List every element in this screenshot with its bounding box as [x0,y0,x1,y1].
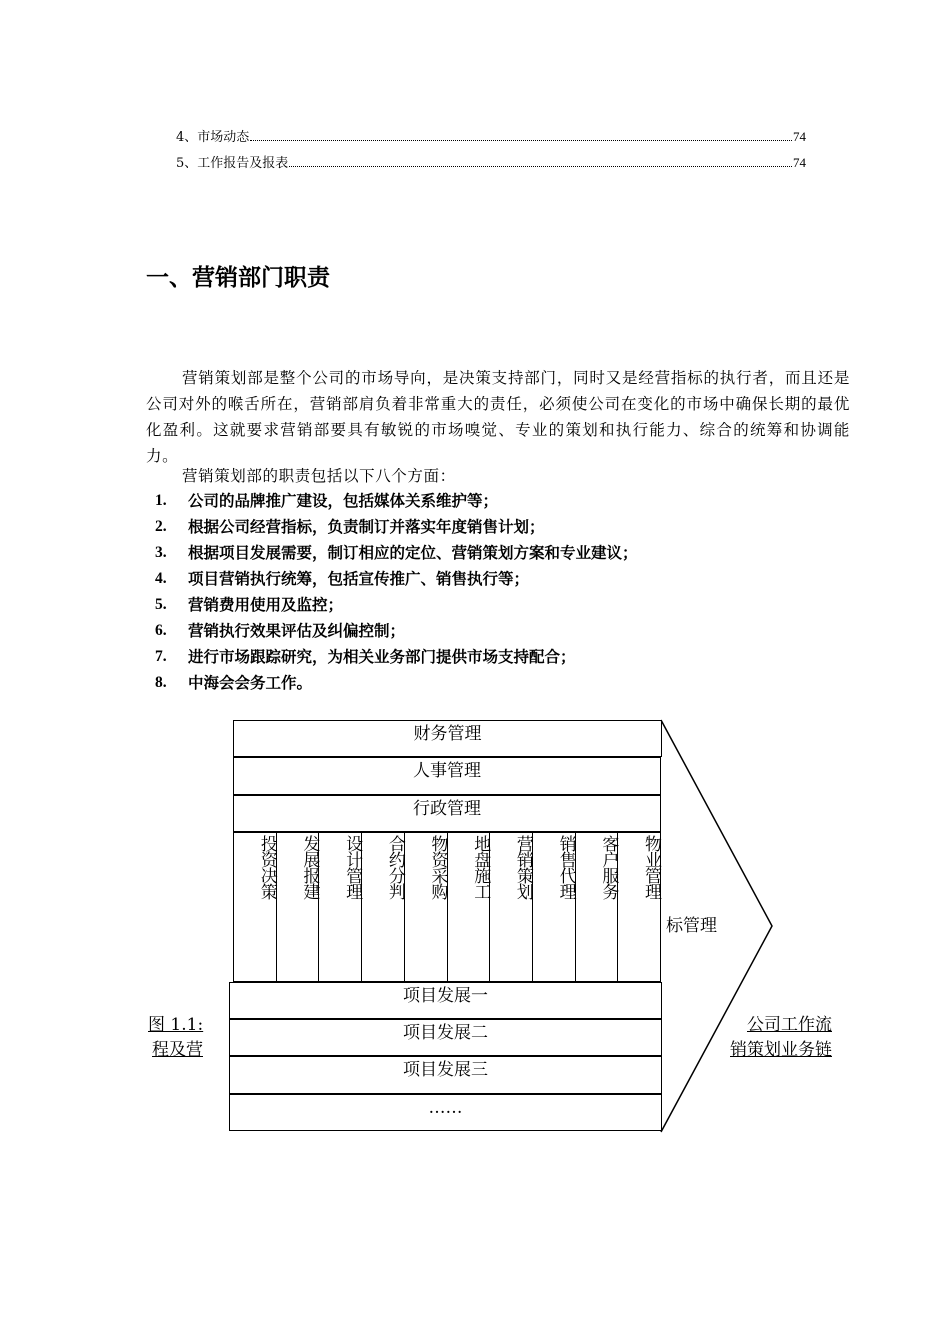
intro-paragraph: 营销策划部是整个公司的市场导向，是决策支持部门，同时又是经营指标的执行者，而且还是公司对外的喉舌所在，营销部肩负着非常重大的责任，必须使公司在变化的市场中确保长期的最优化盈利。这就要求营销部要具有敏锐的市场嗅觉、专业的策划和执行能力、综合的统筹和协调能力。 [146,369,850,465]
row-admin: 行政管理 [233,795,661,832]
item-text: 营销执行效果评估及纠偏控制； [188,621,406,640]
list-item [155,488,638,514]
row-project-1: 项目发展一 [229,982,662,1019]
list-item [155,592,638,618]
duties-intro: 营销策划部的职责包括以下八个方面： [182,467,456,485]
column-construction: 地盘施工 [448,833,491,981]
item-number: 3. [155,544,167,561]
item-number: 4. [155,570,167,587]
toc-line[interactable] [176,128,806,146]
item-number: 5. [155,596,167,613]
column-sales-agency: 销售代理 [533,833,576,981]
toc-leader [289,155,792,167]
list-item [155,566,638,592]
item-number: 7. [155,648,167,665]
item-number: 8. [155,674,167,691]
toc-page: 74 [793,129,806,144]
item-number: 6. [155,622,167,639]
column-marketing: 营销策划 [490,833,533,981]
toc-label: 5、工作报告及报表 [176,156,289,171]
row-finance: 财务管理 [233,720,662,757]
section-heading: 一、营销部门职责 [146,265,330,291]
row-hr: 人事管理 [233,757,661,795]
caption-left-1: 图 1.1: [148,1015,204,1035]
caption-right-2: 销策划业务链 [730,1040,832,1060]
toc-page: 74 [793,155,806,170]
column-contract: 合约分判 [362,833,405,981]
toc-label: 4、市场动态 [176,130,250,145]
arrow-label: 标管理 [666,916,717,936]
column-procurement: 物资采购 [405,833,448,981]
caption-right-1: 公司工作流 [747,1015,832,1035]
list-item [155,514,638,540]
list-item [155,540,638,566]
list-item [155,618,638,644]
caption-left-2: 程及营 [152,1040,203,1060]
column-investment: 投资决策 [234,833,277,981]
row-project-more: …… [229,1094,662,1131]
item-text: 根据公司经营指标，负责制订并落实年度销售计划； [188,517,545,536]
toc-line[interactable] [176,154,806,172]
column-property-management: 物业管理 [641,835,662,899]
item-text: 根据项目发展需要，制订相应的定位、营销策划方案和专业建议； [188,543,638,562]
item-text: 进行市场跟踪研究，为相关业务部门提供市场支持配合； [188,647,576,666]
row-project-3: 项目发展三 [229,1056,662,1094]
column-development: 发展报建 [277,833,320,981]
toc-leader [250,129,792,141]
column-customer-service: 客户服务 [576,833,619,981]
process-columns [233,832,661,982]
list-item [155,644,638,670]
item-number: 1. [155,492,167,509]
duties-list [155,488,638,696]
item-text: 营销费用使用及监控； [188,595,344,614]
item-text: 项目营销执行统筹，包括宣传推广、销售执行等； [188,569,530,588]
item-text: 公司的品牌推广建设，包括媒体关系维护等； [188,491,499,510]
item-number: 2. [155,518,167,535]
list-item [155,670,638,696]
row-project-2: 项目发展二 [229,1019,662,1056]
column-design: 设计管理 [319,833,362,981]
item-text: 中海会会务工作。 [188,673,313,692]
